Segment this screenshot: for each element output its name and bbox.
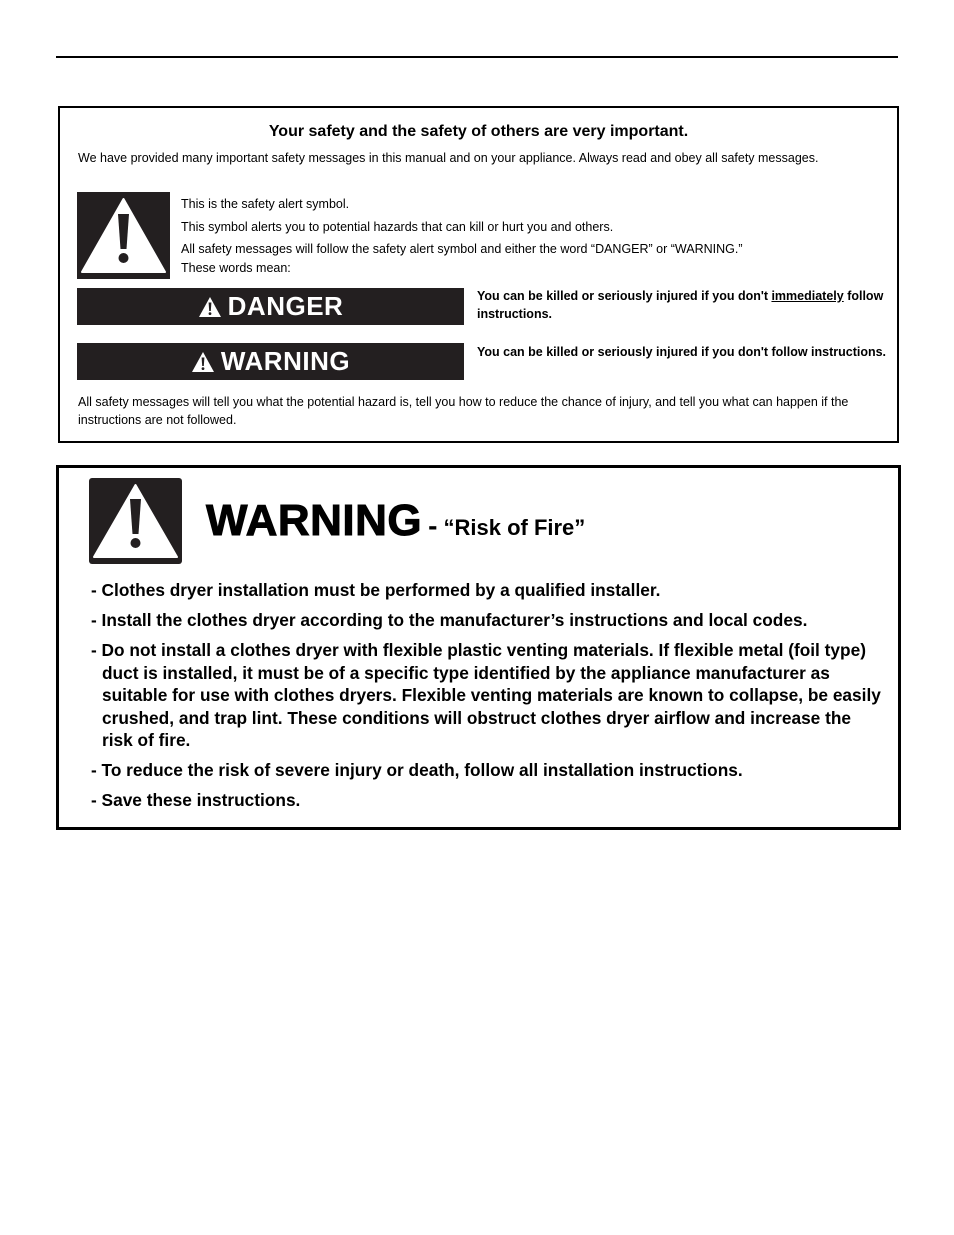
fire-warning-box <box>56 465 901 830</box>
safety-alert-symbol-icon <box>77 192 170 279</box>
danger-label: DANGER <box>227 291 344 321</box>
danger-signal-bar <box>77 288 464 325</box>
fire-instructions-list <box>91 579 881 819</box>
fire-alert-symbol-icon <box>89 478 182 564</box>
danger-description <box>477 287 897 323</box>
fire-subheading: “Risk of Fire” <box>443 515 586 540</box>
list-item: - Install the clothes dryer according to the manufacturer’s instructions and local codes. <box>91 610 808 630</box>
safety-footer: All safety messages will tell you what the potential hazard is, tell you how to reduce the chance of injury, and tell you what can happen if the instructions are not followed. <box>78 395 849 427</box>
symbol-line-1: This is the safety alert symbol. <box>181 197 350 211</box>
warning-alert-icon <box>191 351 215 373</box>
fire-heading-dash: - <box>428 510 438 541</box>
symbol-line-3: All safety messages will follow the safety alert symbol and either the word “DANGER” or “WARNING.” <box>181 242 743 256</box>
fire-warning-label: WARNING <box>206 496 423 545</box>
top-rule <box>56 56 898 58</box>
list-item: - Clothes dryer installation must be performed by a qualified installer. <box>91 580 661 600</box>
list-item: - Do not install a clothes dryer with flexible plastic venting materials. If flexible metal (foil type) duct is installed, it must be of a specific type identified by the appliance manufacturer as suitable for use with clothes dryers. Flexible venting materials are known to collapse, be easily crushed, and trap lint. These conditions will obstruct clothes dryer airflow and increase the risk of fire. <box>91 640 881 750</box>
safety-information-box <box>58 106 899 443</box>
symbol-line-2: This symbol alerts you to potential hazards that can kill or hurt you and others. <box>181 220 614 234</box>
fire-heading <box>206 496 585 546</box>
list-item: - Save these instructions. <box>91 790 301 810</box>
safety-title: Your safety and the safety of others are very important. <box>268 123 689 140</box>
list-item: - To reduce the risk of severe injury or death, follow all installation instructions. <box>91 760 743 780</box>
danger-text-start: You can be killed or seriously injured if you don't <box>477 289 772 303</box>
warning-label: WARNING <box>220 346 351 376</box>
safety-intro: We have provided many important safety messages in this manual and on your appliance. Always read and obey all safety messages. <box>78 151 819 165</box>
warning-signal-bar <box>77 343 464 380</box>
danger-text-end: follow instructions. <box>477 289 884 321</box>
danger-text-emphasis: immediately <box>771 289 844 303</box>
danger-alert-icon <box>198 296 222 318</box>
symbol-line-4: These words mean: <box>181 261 291 275</box>
warning-description: You can be killed or seriously injured if you don't follow instructions. <box>477 345 887 359</box>
